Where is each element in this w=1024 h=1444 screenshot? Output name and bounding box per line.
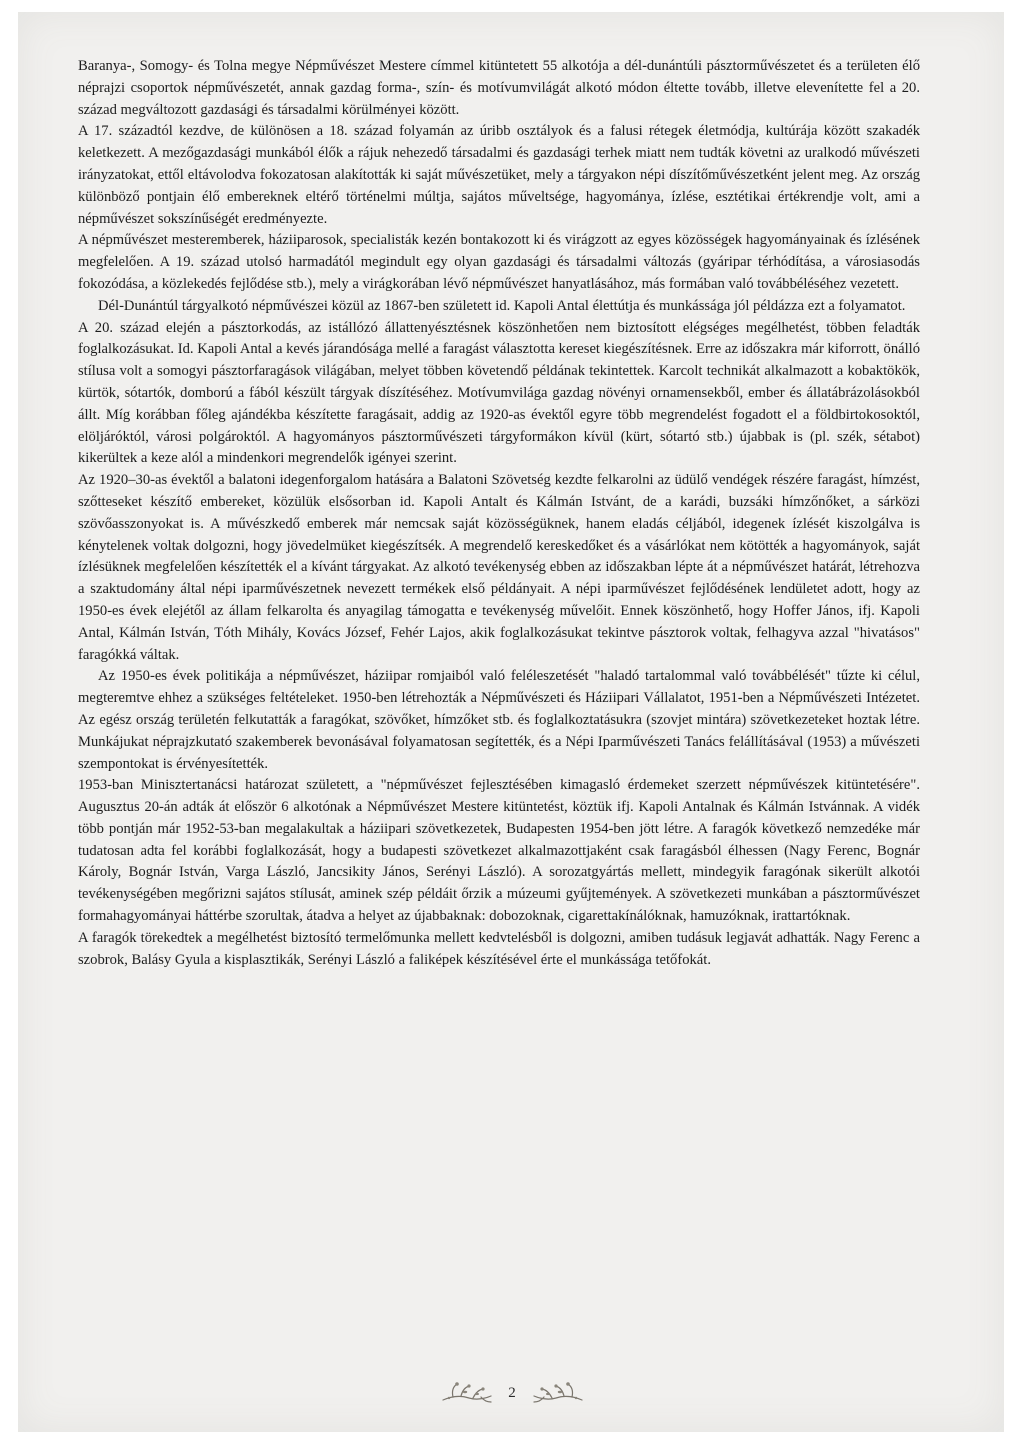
paragraph-8: 1953-ban Minisztertanácsi határozat született, a "népművészet fejlesztésében kimagasló érdemeket szerzett népművészek kitüntetésére". Augusztus 20-án adták át először 6 alkotónak a Népművészet Mestere kitüntetést, köztük ifj. Kapoli Antalnak és Kálmán Istvánnak. A vidék több pontján már 1952-53-ban megalakultak a háziipari szövetkezetek, Budapesten 1954-ben jött létre. A faragók következő nemzedéke már tudatosan adta fel korábbi foglalkozását, hogy a budapesti szövetkezet alkalmazottjaként csak faragásból élhessen (Nagy Ferenc, Bognár Károly, Bognár István, Varga László, Jancsikity János, Serényi László). A sorozatgyártás mellett, mindegyik faragónak sikerült alkotói tevékenységében megőrizni sajátos stílusát, aminek szép példáit őrzik a múzeumi gyűjtemények. A szövetkezeti munkában a pásztorművészet formahagyományai háttérbe szorultak, átadva a helyet az újabbaknak: dobozoknak, cigarettakínálóknak, hamuzóknak, irattartóknak. [78, 777, 920, 925]
paragraph-5: A 20. század elején a pásztorkodás, az istállózó állattenyésztésnek köszönhetően nem biztosított elégséges megélhetést, többen feladták foglalkozásukat. Id. Kapoli Antal a kevés járandósága mellé a faragást választotta kereset kiegészítésnek. Erre az időszakra már kiforrott, önálló stílusa volt a somogyi pásztorfaragások világában, melyet többen követendő példának tekintettek. Karcolt technikát alkalmazott a kobaktökök, kürtök, sótartók, domború a fából készült tárgyak díszítéséhez. Motívumvilága gazdag növényi ornamensekből, ember és állatábrázolásokból állt. Míg korábban főleg ajándékba készítette faragásait, addig az 1920-as évektől egyre több megrendelést fogadott el a földbirtokosoktól, elöljáróktól, városi polgároktól. A hagyományos pásztorművészeti tárgyformákon kívül (kürt, sótartó stb.) újabbak is (pl. szék, sétabot) kikerültek a keze alól a mindenkori megrendelők igényei szerint. [78, 319, 920, 467]
floral-ornament-right-icon [530, 1380, 586, 1406]
page-footer [0, 1380, 1024, 1406]
paragraph-9: A faragók törekedtek a megélhetést biztosító termelőmunka mellett kedvtelésből is dolgozni, amiben tudásuk legjavát adhatták. Nagy Ferenc a szobrok, Balásy Gyula a kisplasztikák, Serényi László a faliképek készítésével érte el munkássága tetőfokát. [78, 929, 920, 968]
paragraph-2: A 17. századtól kezdve, de különösen a 18. század folyamán az úribb osztályok és a falusi rétegek életmódja, kultúrája között szakadék keletkezett. A mezőgazdasági munkából élők a rájuk nehezedő társadalmi és gazdasági terhek miatt nem tudták követni az uralkodó művészeti irányzatokat, ettől eltávolodva fokozatosan alakították ki saját művészetüket, mely a tárgyakon népi díszítőművészetként jelent meg. Az ország különböző pontjain élő embereknek eltérő történelmi múltja, sajátos műveltsége, hagyománya, ízlése, esztétikai értékrendje volt, ami a népművészet sokszínűségét eredményezte. [78, 123, 920, 227]
paragraph-6: Az 1920–30-as évektől a balatoni idegenforgalom hatására a Balatoni Szövetség kezdte felkarolni az üdülő vendégek részére faragást, hímzést, szőtteseket készítő embereket, közülük elsősorban id. Kapoli Antalt és Kálmán Istvánt, de a karádi, buzsáki hímzőnőket, a sárközi szövőasszonyokat is. A művészkedő emberek már nemcsak saját közösségüknek, hanem eladás céljából, idegenek ízlését kiszolgálva is kénytelenek voltak dolgozni, hogy jövedelmüket kiegészítsék. A megrendelő kereskedőket és a vásárlókat nem kötötték a hagyományok, saját ízlésüknek megfelelően készítették el a kívánt tárgyakat. Az alkotó tevékenység ebben az időszakban lépte át a népművészet határát, létrehozva a szaktudomány által népi iparművészetnek nevezett termékek első példányait. A népi iparművészet fejlődésének lendületet adott, hogy az 1950-es évek elejétől az állam felkarolta és anyagilag támogatta e tevékenység művelőit. Ennek köszönhető, hogy Hoffer János, ifj. Kapoli Antal, Kálmán István, Tóth Mihály, Kovács József, Fehér Lajos, akik foglalkozásukat tekintve pásztorok voltak, felhagyva azzal "hivatásos" faragókká váltak. [78, 472, 920, 663]
paragraph-3: A népművészet mesteremberek, háziiparosok, specialisták kezén bontakozott ki és virágzott az egyes közösségek hagyományainak és ízlésének megfelelően. A 19. század utolsó harmadától megindult egy olyan gazdasági és társadalmi változás (gyáripar térhódítása, a városiasodás fokozódása, a közlekedés fejlődése stb.), mely a virágkorában lévő népművészet hanyatlásához, más formában való továbbéléséhez vezetett. [78, 232, 920, 292]
paragraph-7: Az 1950-es évek politikája a népművészet, háziipar romjaiból való feléleszetését "haladó tartalommal való továbbélését" tűzte ki célul, megteremtve ehhez a szükséges feltételeket. 1950-ben létrehozták a Népművészeti és Háziipari Vállalatot, 1951-ben a Népművészeti Intézetet. Az egész ország területén felkutatták a faragókat, szövőket, hímzőket stb. és foglalkoztatásukra (szovjet mintára) szövetkezeteket hoztak létre. Munkájukat néprajzkutató szakemberek bevonásával folyamatosan segítették, és a Népi Iparművészeti Tanács felállításával (1953) a művészeti szempontokat is érvényesítették. [78, 668, 920, 772]
page-number: 2 [508, 1384, 516, 1401]
floral-ornament-left-icon [439, 1380, 495, 1406]
article-body [78, 56, 920, 971]
paragraph-4: Dél-Dunántúl tárgyalkotó népművészei közül az 1867-ben született id. Kapoli Antal élettútja és munkássága jól példázza ezt a folyamatot. [98, 297, 906, 314]
paragraph-1: Baranya-, Somogy- és Tolna megye Népművészet Mestere címmel kitüntetett 55 alkotója a dél-dunántúli pásztorművészetet és a területen élő néprajzi csoportok népművészetét, annak gazdag forma-, szín- és motívumvilágát alkotó módon éltette tovább, illetve elevenítette fel a 20. század megváltozott gazdasági és társadalmi körülményei között. [78, 58, 920, 118]
